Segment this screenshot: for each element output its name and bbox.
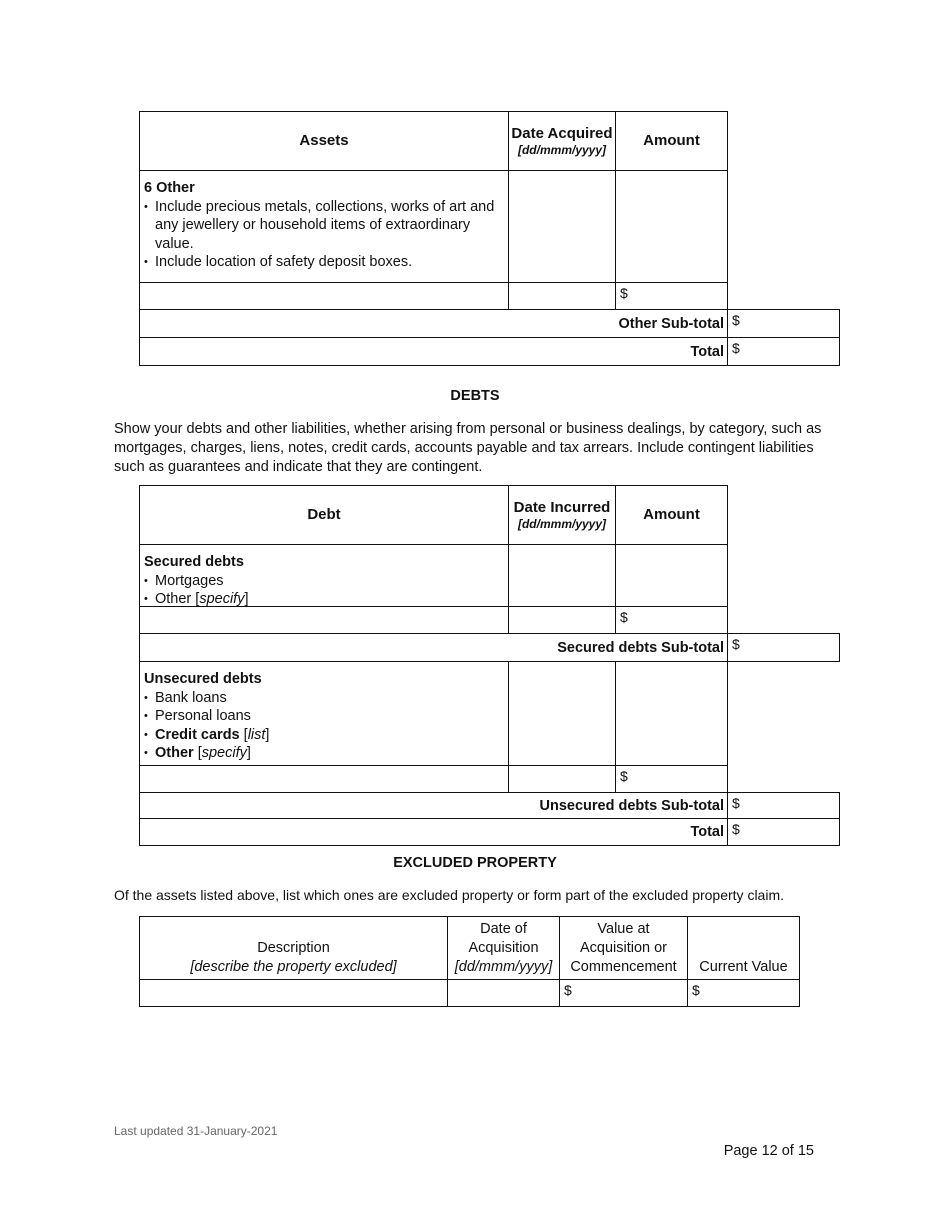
date-incurred-header: Date Incurred [dd/mmm/yyyy] — [508, 485, 616, 545]
date-of-acquisition-header: Date of Acquisition [dd/mmm/yyyy] — [447, 916, 560, 980]
secured-debts-cell — [139, 544, 509, 607]
description-header: Description [describe the property excluded] — [139, 916, 448, 980]
other-subtotal-label: Other Sub-total — [139, 309, 728, 338]
entry-date-cell[interactable] — [508, 282, 616, 310]
secured-subtotal-value[interactable]: $ — [727, 633, 840, 662]
unsecured-amount-cell[interactable] — [615, 661, 728, 766]
excluded-property-title: EXCLUDED PROPERTY — [393, 855, 557, 871]
category-date-cell[interactable] — [508, 170, 616, 283]
bullet-item: • Include precious metals, collections, works of art and any jewellery or household items of extraordinary value. — [144, 198, 504, 254]
unsecured-entry-debt-cell[interactable] — [139, 765, 509, 793]
bullet-item: • Bank loans — [144, 689, 504, 708]
entry-asset-cell[interactable] — [139, 282, 509, 310]
excluded-current-value-cell[interactable]: $ — [687, 979, 800, 1007]
debt-amount-header: Amount — [615, 485, 728, 545]
bullet-item: • Mortgages — [144, 572, 504, 591]
secured-entry-debt-cell[interactable] — [139, 606, 509, 634]
secured-date-cell[interactable] — [508, 544, 616, 607]
unsecured-entry-amount-cell[interactable]: $ — [615, 765, 728, 793]
secured-entry-amount-cell[interactable]: $ — [615, 606, 728, 634]
other-subtotal-value[interactable]: $ — [727, 309, 840, 338]
other-category-cell — [139, 170, 509, 283]
current-value-header: Current Value — [687, 916, 800, 980]
unsecured-date-cell[interactable] — [508, 661, 616, 766]
unsecured-debts-cell — [139, 661, 509, 766]
unsecured-entry-date-cell[interactable] — [508, 765, 616, 793]
excluded-value-cell[interactable]: $ — [559, 979, 688, 1007]
bullet-item: • Include location of safety deposit boxes. — [144, 253, 504, 272]
entry-amount-cell[interactable]: $ — [615, 282, 728, 310]
secured-amount-cell[interactable] — [615, 544, 728, 607]
category-title: 6 Other — [144, 180, 195, 196]
debts-title: DEBTS — [450, 388, 500, 404]
debts-total-label: Total — [139, 818, 728, 846]
unsecured-subtotal-value[interactable]: $ — [727, 792, 840, 819]
debt-header: Debt — [139, 485, 509, 545]
secured-debts-title: Secured debts — [144, 554, 244, 570]
secured-subtotal-label: Secured debts Sub-total — [139, 633, 728, 662]
value-at-acquisition-header: Value at Acquisition or Commencement — [559, 916, 688, 980]
assets-total-label: Total — [139, 337, 728, 366]
date-acquired-header: Date Acquired [dd/mmm/yyyy] — [508, 111, 616, 171]
excluded-intro: Of the assets listed above, list which ones are excluded property or form part of the excluded property claim. — [114, 887, 784, 903]
bullet-item: • Other [specify] — [144, 744, 504, 763]
bullet-item: • Credit cards [list] — [144, 726, 504, 745]
debts-total-value[interactable]: $ — [727, 818, 840, 846]
assets-total-value[interactable]: $ — [727, 337, 840, 366]
last-updated: Last updated 31-January-2021 — [114, 1124, 278, 1138]
secured-entry-date-cell[interactable] — [508, 606, 616, 634]
excluded-description-cell[interactable] — [139, 979, 448, 1007]
assets-header: Assets — [139, 111, 509, 171]
debts-intro: Show your debts and other liabilities, whether arising from personal or business dealings, by category, such as mortgages, charges, liens, notes, credit cards, accounts payable and tax arrears. Include contingent liabilities such as guarantees and indicate that they are contingent. — [114, 421, 822, 475]
unsecured-debts-title: Unsecured debts — [144, 671, 262, 687]
bullet-item: • Other [specify] — [144, 590, 504, 609]
unsecured-subtotal-label: Unsecured debts Sub-total — [139, 792, 728, 819]
page-number: Page 12 of 15 — [723, 1143, 814, 1159]
bullet-item: • Personal loans — [144, 707, 504, 726]
excluded-date-cell[interactable] — [447, 979, 560, 1007]
amount-header: Amount — [615, 111, 728, 171]
category-amount-cell[interactable] — [615, 170, 728, 283]
